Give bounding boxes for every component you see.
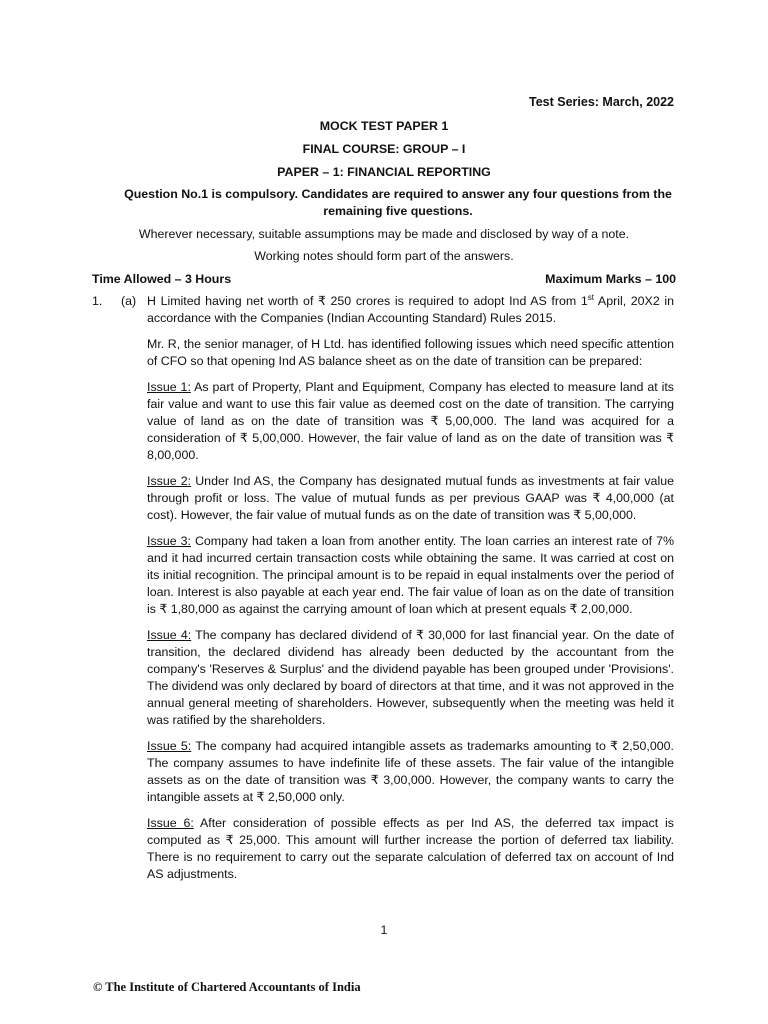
paper-title: MOCK TEST PAPER 1	[319, 119, 449, 133]
issue-label: Issue 2:	[147, 474, 192, 488]
assumption-note: Wherever necessary, suitable assumptions may be made and disclosed by way of a note.	[138, 227, 630, 241]
copyright-footer: © The Institute of Chartered Accountants of India	[93, 980, 361, 994]
issue-text: As part of Property, Plant and Equipment, Company has elected to measure land at its fair value and want to use this fair value as deemed cost on the date of transition. The carrying value of land as on the date of transition was ₹ 5,00,000. The land was acquired for a consideration of ₹ 5,00,000. However, the fair value of land as on the date of transition was ₹ 8,00,000.	[147, 380, 674, 462]
issue-text: Company had taken a loan from another entity. The loan carries an interest rate of 7% and it had incurred certain transaction costs while obtaining the same. It was carried at cost on its initial recognition. The principal amount is to be repaid in equal instalments over the period of loan. Interest is also payable at each year end. The fair value of loan as on the date of transition is ₹ 1,80,000 as against the carrying amount of loan which at present equals ₹ 2,00,000.	[147, 534, 674, 616]
test-series-label: Test Series: March, 2022	[529, 95, 674, 109]
question-body	[147, 293, 674, 892]
time-allowed: Time Allowed – 3 Hours	[92, 272, 232, 286]
issue-label: Issue 5:	[147, 739, 192, 753]
issue-6	[147, 815, 674, 883]
time-marks-row	[92, 271, 676, 288]
issue-1	[147, 379, 674, 464]
issue-text: After consideration of possible effects as per Ind AS, the deferred tax impact is computed as ₹ 25,000. This amount will further increase the portion of deferred tax liability. There is no requirement to carry out the separate calculation of deferred tax on account of Ind AS adjustments.	[147, 816, 674, 881]
working-notes-note: Working notes should form part of the answers.	[254, 249, 514, 263]
issue-label: Issue 3:	[147, 534, 191, 548]
question-intro: H Limited having net worth of ₹ 250 crores is required to adopt Ind AS from 1st April, 20X2 in accordance with the Companies (Indian Accounting Standard) Rules 2015.	[147, 292, 674, 325]
issue-3	[147, 533, 674, 618]
course-title: FINAL COURSE: GROUP – I	[302, 142, 466, 156]
question-part: (a)	[121, 294, 137, 308]
issue-4	[147, 627, 674, 729]
page-number: 1	[380, 923, 388, 937]
maximum-marks: Maximum Marks – 100	[545, 272, 676, 286]
issue-label: Issue 4:	[147, 628, 192, 642]
question-number: 1.	[92, 294, 103, 308]
exam-instruction: Question No.1 is compulsory. Candidates are required to answer any four questions from the remaining five questions.	[124, 187, 672, 218]
issue-5	[147, 738, 674, 806]
issue-label: Issue 6:	[147, 816, 194, 830]
issue-label: Issue 1:	[147, 380, 191, 394]
issue-text: Under Ind AS, the Company has designated mutual funds as investments at fair value through profit or loss. The value of mutual funds as per previous GAAP was ₹ 4,00,000 (at cost). However, the fair value of mutual funds as on the date of transition was ₹ 5,00,000.	[147, 474, 674, 522]
issue-text: The company has declared dividend of ₹ 30,000 for last financial year. On the date of transition, the declared dividend has already been deducted by the accountant from the company's 'Reserves & Surplus' and the dividend payable has been grouped under 'Provisions'. The dividend was only declared by board of directors at that time, and it was not approved in the annual general meeting of shareholders. However, subsequently when the meeting was held it was ratified by the shareholders.	[147, 628, 674, 727]
issue-text: The company had acquired intangible assets as trademarks amounting to ₹ 2,50,000. The company assumes to have indefinite life of these assets. The fair value of the intangible assets as on the date of transition was ₹ 3,00,000. However, the company wants to carry the intangible assets at ₹ 2,50,000 only.	[147, 739, 674, 804]
paper-subject-title: PAPER – 1: FINANCIAL REPORTING	[277, 165, 491, 179]
issue-2	[147, 473, 674, 524]
question-context: Mr. R, the senior manager, of H Ltd. has identified following issues which need specific attention of CFO so that opening Ind AS balance sheet as on the date of transition can be prepared:	[147, 337, 674, 368]
